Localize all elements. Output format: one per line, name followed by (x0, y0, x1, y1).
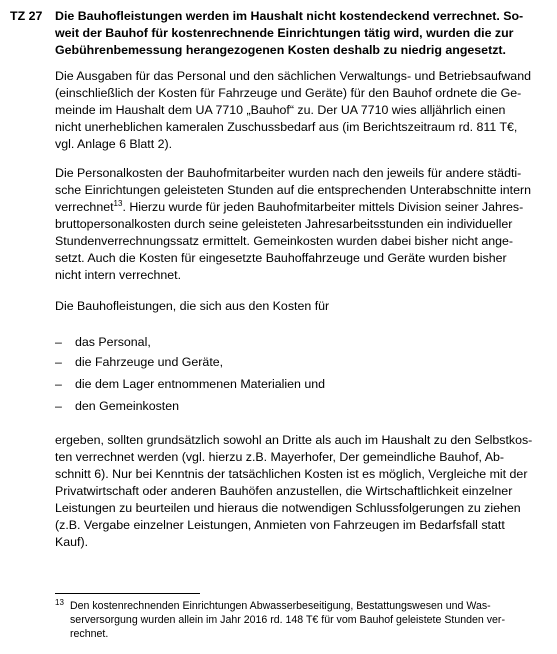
text-line: Die Ausgaben für das Personal und den sächlichen Verwaltungs- und Betriebsaufwand (55, 69, 531, 83)
list-item-text: die Fahrzeuge und Geräte, (75, 355, 224, 369)
section-title (55, 8, 525, 59)
paragraph-1 (55, 68, 531, 153)
text-line: ergeben, sollten grundsätzlich sowohl an Dritte als auch im Haushalt zu den Selbstkos- (55, 433, 533, 447)
text-line: bruttopersonalkosten durch seine geleisteten Jahresarbeitsstunden ein individueller (55, 217, 513, 231)
title-line: Die Bauhofleistungen werden im Haushalt nicht kostendeckend verrechnet. So- (55, 9, 524, 23)
text-line: Stundenverrechnungssatz ermittelt. Gemeinkosten wurden dabei bisher nicht ange- (55, 234, 514, 248)
footnote-text (70, 599, 525, 641)
list-item-text: das Personal, (75, 335, 151, 349)
text-line: setzt. Auch die Kosten für eingesetzte Bauhoffahrzeuge und Geräte wurden bisher (55, 251, 507, 265)
dash-bullet: – (55, 377, 62, 391)
paragraph-3: Die Bauhofleistungen, die sich aus den Kosten für (55, 299, 330, 313)
text-line: nicht intern verrechnet. (55, 268, 182, 282)
text-line: ten verrechnet werden (vgl. hierzu z.B. Mayerhofer, Der gemeindliche Bauhof, Ab- (55, 450, 505, 464)
text-line: vgl. Anlage 6 Blatt 2). (55, 137, 173, 151)
text-fragment: . Hierzu wurde für jeden Bauhofmitarbeiter mittels Division seiner Jahres- (122, 200, 524, 214)
footnote-line: rechnet. (70, 628, 109, 640)
paragraph-4 (55, 432, 533, 551)
text-line: Die Personalkosten der Bauhofmitarbeiter wurden nach den jeweils für andere städti- (55, 166, 522, 180)
list-item-text: den Gemeinkosten (75, 399, 180, 413)
footnote-number: 13 (55, 598, 64, 607)
text-line: (z.B. Vergabe einzelner Leistungen, Anmieten von Fahrzeugen im Bedarfsfall statt (55, 518, 505, 532)
text-line: schnitt 6). Nur bei Kenntnis der tatsächlichen Kosten ist es möglich, Vergleiche mit der (55, 467, 528, 481)
dash-bullet: – (55, 335, 62, 349)
list-item (55, 354, 525, 371)
dash-bullet: – (55, 355, 62, 369)
text-line: (einschließlich der Kosten für Fahrzeuge und Geräte) für den Bauhof ordnete die Ge- (55, 86, 522, 100)
list-item (55, 376, 525, 393)
footnote-divider (55, 593, 200, 594)
text-line: meinde im Haushalt dem UA 7710 „Bauhof“ zu. Der UA 7710 wies alljährlich einen (55, 103, 506, 117)
text-line: Leistungen zu beurteilen und hieraus die notwendigen Schlussfolgerungen zu ziehen (55, 501, 521, 515)
text-line: Privatwirtschaft oder anderen Bauhöfen anzustellen, die Wirtschaftlichkeit einzelner (55, 484, 513, 498)
list-item-text: die dem Lager entnommenen Materialien und (75, 377, 326, 391)
text-line: sche Einrichtungen geleisteten Stunden auf die entsprechenden Unterabschnitte intern (55, 183, 531, 197)
title-line: weit der Bauhof für kostenrechnende Einrichtungen tätig wird, wurden die zur (55, 26, 514, 40)
text-line: nicht unerheblichen kameralen Zuschussbedarf aus (im Berichtszeitraum rd. 811 T€, (55, 120, 518, 134)
text-fragment: verrechnet (55, 200, 114, 214)
text-line (55, 199, 525, 216)
list-item (55, 398, 525, 415)
paragraph-2 (55, 165, 531, 284)
footnote-ref[interactable]: 13 (113, 198, 123, 208)
title-line: Gebührenbemessung herangezogenen Kosten deshalb zu niedrig angesetzt. (55, 43, 506, 57)
footnote-line: serversorgung wurden allein im Jahr 2016 rd. 148 T€ für vom Bauhof geleistete Stunden ver- (70, 614, 505, 626)
dash-bullet: – (55, 399, 62, 413)
text-line: Kauf). (55, 535, 89, 549)
list-item (55, 334, 525, 351)
footnote-line: Den kostenrechnenden Einrichtungen Abwasserbeseitigung, Bestattungswesen und Was- (70, 600, 491, 612)
tz-label: TZ 27 (10, 9, 43, 23)
